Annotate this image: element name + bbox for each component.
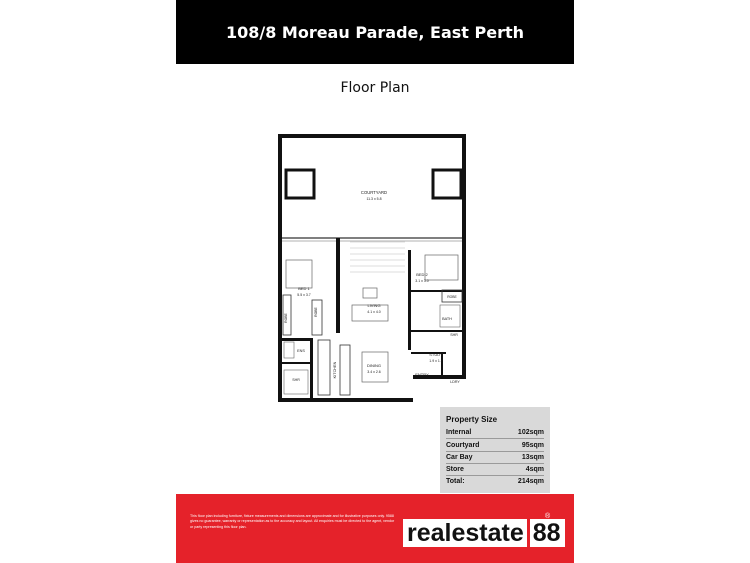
study-size: 1.9 x 1.7: [429, 359, 443, 363]
row-divider: [446, 463, 544, 464]
robe2-label: ROBE: [314, 307, 318, 317]
bed1-label: BED 1: [298, 286, 310, 291]
bed1-size: 5.5 x 3.7: [297, 293, 311, 297]
wall: [411, 330, 462, 332]
property-size-table: [440, 407, 550, 493]
deck-lines: [350, 242, 405, 272]
bed-2-furniture: [425, 255, 458, 280]
wall: [278, 134, 282, 402]
robe1-label: ROBE: [284, 313, 288, 323]
dining-label: DINING: [367, 363, 381, 368]
dining-size: 3.4 x 2.6: [367, 370, 381, 374]
size-row-car-bay: [446, 454, 544, 461]
property-size-title: Property Size: [446, 415, 498, 424]
bed2-size: 3.1 x 3.0: [415, 279, 429, 283]
size-row-total: [446, 478, 544, 485]
row-divider: [446, 475, 544, 476]
wall: [282, 338, 312, 341]
floor-plan-drawing: [270, 130, 470, 410]
wall: [310, 338, 313, 400]
living-label: LIVING: [367, 303, 381, 308]
planter-left: [286, 170, 314, 198]
floor-plan-heading: Floor Plan: [340, 80, 410, 96]
row-divider: [446, 451, 544, 452]
logo-word: realestate: [407, 519, 524, 547]
kitchen-counter: [318, 340, 330, 395]
entry-label: ENTRY: [415, 372, 429, 377]
row-divider: [446, 438, 544, 439]
wall: [336, 238, 340, 333]
size-label: Car Bay: [446, 454, 473, 461]
bath-fixtures: [440, 305, 460, 327]
size-row-courtyard: [446, 442, 544, 449]
coffee-table: [363, 288, 377, 298]
size-label: Store: [446, 466, 464, 473]
bed2-label: BED 2: [416, 272, 428, 277]
size-label: Courtyard: [446, 442, 480, 449]
ens-label: ENS: [297, 349, 305, 353]
robe3-label: ROBE: [447, 295, 457, 299]
property-address: 108/8 Moreau Parade, East Perth: [225, 22, 525, 42]
courtyard-label: COURTYARD: [360, 190, 388, 195]
ldry-label: LDRY: [450, 380, 460, 384]
shower-1: [284, 370, 308, 394]
realestate88-logo: [403, 519, 565, 547]
size-value: 102sqm: [517, 429, 544, 436]
size-label: Total:: [446, 478, 465, 485]
wall: [462, 134, 466, 379]
wall: [282, 362, 312, 364]
size-label: Internal: [446, 429, 472, 436]
logo-number: 88: [532, 519, 561, 547]
shr1-label: SHR: [292, 378, 300, 382]
planter-right: [433, 170, 461, 198]
size-value: 95sqm: [521, 442, 544, 449]
kitchen-label: KITCHEN: [333, 361, 337, 379]
courtyard-size: 11.3 x 5.8: [366, 197, 382, 201]
study-label: STUDY: [429, 352, 443, 357]
disclaimer-text: This floor plan including furniture, fixture measurements and dimensions are approximate and for illustrative purposes only. 9588 gives no guarantee, warranty or representation as to the accuracy and layout. All enquiries must be directed to the agent, vendor or party representing this floor plan.: [190, 514, 395, 529]
header-bar: [176, 0, 574, 64]
size-row-store: [446, 466, 544, 473]
kitchen-bench: [340, 345, 350, 395]
bed-1-furniture: [286, 260, 312, 288]
size-value: 214sqm: [517, 478, 544, 485]
registered-mark: ®: [545, 513, 551, 520]
size-value: 13sqm: [521, 454, 544, 461]
wall: [408, 250, 411, 350]
size-row-internal: [446, 429, 544, 436]
shr2-label: SHR: [450, 333, 458, 337]
size-value: 4sqm: [525, 466, 544, 473]
agency-footer: [176, 494, 574, 563]
wall: [278, 134, 466, 138]
wall: [278, 398, 413, 402]
bath-label: BATH: [442, 317, 452, 321]
living-size: 4.1 x 4.0: [367, 310, 381, 314]
ensuite-fixtures: [284, 342, 294, 358]
